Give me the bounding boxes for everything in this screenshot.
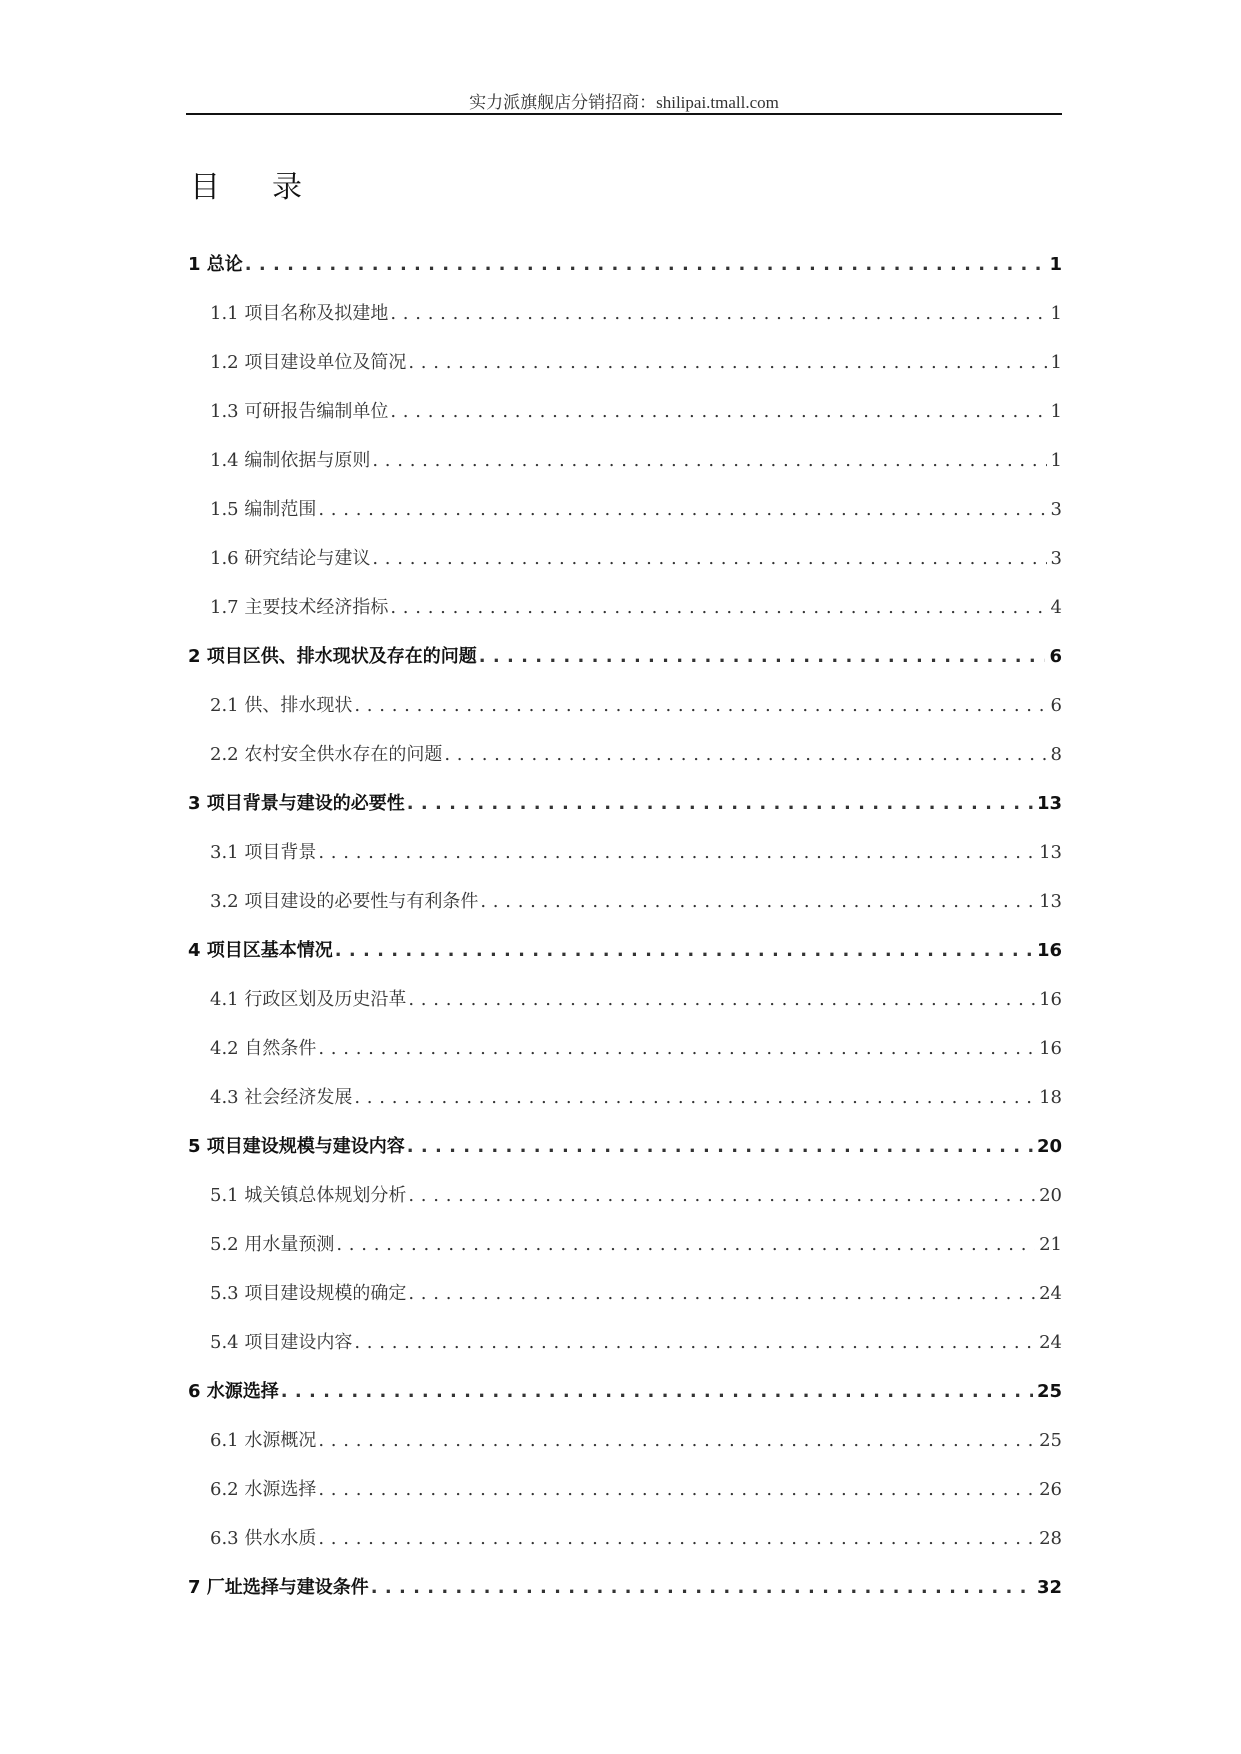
toc-entry-page-number: 3	[1050, 499, 1062, 520]
toc-entry-page-number: 16	[1039, 1038, 1062, 1059]
toc-dot-leader	[354, 695, 1046, 716]
toc-dot-leader	[354, 1087, 1035, 1108]
toc-entry-page-number: 13	[1039, 842, 1062, 863]
toc-section-entry[interactable]	[188, 838, 1062, 887]
toc-dot-leader	[390, 401, 1046, 422]
toc-dot-leader	[281, 1381, 1033, 1402]
toc-section-entry[interactable]	[188, 985, 1062, 1034]
toc-section-entry[interactable]	[188, 397, 1062, 446]
toc-section-entry[interactable]	[188, 348, 1062, 397]
toc-dot-leader	[408, 1283, 1035, 1304]
toc-dot-leader	[336, 1234, 1035, 1255]
toc-dot-leader	[407, 793, 1033, 814]
toc-entry-page-number: 21	[1039, 1234, 1062, 1255]
header-rule	[186, 113, 1062, 115]
toc-entry-label: 1.4 编制依据与原则	[210, 450, 371, 471]
toc-dot-leader	[371, 1577, 1033, 1598]
toc-section-entry[interactable]	[188, 1475, 1062, 1524]
toc-entry-page-number: 13	[1039, 891, 1062, 912]
toc-entry-label: 5.1 城关镇总体规划分析	[210, 1185, 407, 1206]
toc-entry-page-number: 28	[1039, 1528, 1062, 1549]
toc-entry-label: 1.6 研究结论与建议	[210, 548, 371, 569]
toc-dot-leader	[372, 548, 1046, 569]
toc-dot-leader	[318, 1479, 1035, 1500]
toc-chapter-entry[interactable]	[188, 789, 1062, 838]
toc-entry-page-number: 20	[1039, 1185, 1062, 1206]
toc-section-entry[interactable]	[188, 1426, 1062, 1475]
toc-dot-leader	[318, 1038, 1035, 1059]
toc-dot-leader	[318, 1528, 1035, 1549]
toc-entry-label: 1.5 编制范围	[210, 499, 317, 520]
toc-chapter-entry[interactable]	[188, 250, 1062, 299]
toc-entry-label: 1.1 项目名称及拟建地	[210, 303, 389, 324]
toc-entry-label: 2 项目区供、排水现状及存在的问题	[188, 646, 477, 667]
toc-entry-label: 6.3 供水水质	[210, 1528, 317, 1549]
toc-entry-page-number: 32	[1036, 1577, 1062, 1598]
toc-entry-page-number: 4	[1050, 597, 1062, 618]
toc-entry-label: 1 总论	[188, 254, 243, 275]
toc-entry-page-number: 24	[1039, 1283, 1062, 1304]
toc-section-entry[interactable]	[188, 1181, 1062, 1230]
toc-dot-leader	[354, 1332, 1035, 1353]
toc-entry-page-number: 25	[1039, 1430, 1062, 1451]
toc-section-entry[interactable]	[188, 1034, 1062, 1083]
toc-dot-leader	[407, 1136, 1033, 1157]
toc-dot-leader	[408, 1185, 1035, 1206]
toc-dot-leader	[390, 303, 1046, 324]
toc-entry-page-number: 25	[1036, 1381, 1062, 1402]
toc-section-entry[interactable]	[188, 1524, 1062, 1573]
toc-entry-page-number: 13	[1036, 793, 1062, 814]
toc-entry-label: 7 厂址选择与建设条件	[188, 1577, 369, 1598]
toc-entry-page-number: 8	[1050, 744, 1062, 765]
toc-chapter-entry[interactable]	[188, 642, 1062, 691]
toc-title: 目录	[190, 170, 354, 205]
toc-entry-page-number: 1	[1049, 254, 1062, 275]
toc-dot-leader	[318, 1430, 1035, 1451]
table-of-contents	[188, 250, 1062, 1622]
toc-entry-label: 4.3 社会经济发展	[210, 1087, 353, 1108]
toc-dot-leader	[245, 254, 1046, 275]
toc-section-entry[interactable]	[188, 299, 1062, 348]
toc-section-entry[interactable]	[188, 1083, 1062, 1132]
toc-dot-leader	[480, 891, 1035, 912]
toc-entry-label: 2.1 供、排水现状	[210, 695, 353, 716]
toc-entry-label: 1.2 项目建设单位及简况	[210, 352, 407, 373]
toc-dot-leader	[390, 597, 1046, 618]
toc-entry-label: 6.1 水源概况	[210, 1430, 317, 1451]
toc-entry-page-number: 1	[1050, 401, 1062, 422]
toc-dot-leader	[372, 450, 1046, 471]
toc-entry-page-number: 26	[1039, 1479, 1062, 1500]
toc-dot-leader	[335, 940, 1033, 961]
toc-chapter-entry[interactable]	[188, 1377, 1062, 1426]
toc-entry-page-number: 24	[1039, 1332, 1062, 1353]
toc-section-entry[interactable]	[188, 446, 1062, 495]
toc-entry-page-number: 6	[1049, 646, 1062, 667]
toc-dot-leader	[408, 989, 1035, 1010]
toc-entry-page-number: 1	[1050, 303, 1062, 324]
toc-entry-label: 4.1 行政区划及历史沿革	[210, 989, 407, 1010]
toc-entry-page-number: 18	[1039, 1087, 1062, 1108]
toc-entry-label: 2.2 农村安全供水存在的问题	[210, 744, 443, 765]
toc-dot-leader	[479, 646, 1046, 667]
toc-section-entry[interactable]	[188, 691, 1062, 740]
toc-section-entry[interactable]	[188, 1230, 1062, 1279]
toc-chapter-entry[interactable]	[188, 936, 1062, 985]
toc-entry-label: 5.3 项目建设规模的确定	[210, 1283, 407, 1304]
toc-entry-label: 1.7 主要技术经济指标	[210, 597, 389, 618]
toc-entry-label: 1.3 可研报告编制单位	[210, 401, 389, 422]
toc-entry-page-number: 1	[1050, 352, 1062, 373]
toc-entry-label: 5.4 项目建设内容	[210, 1332, 353, 1353]
page-header: 实力派旗舰店分销招商：shilipai.tmall.com	[469, 93, 779, 112]
toc-dot-leader	[444, 744, 1046, 765]
toc-section-entry[interactable]	[188, 1328, 1062, 1377]
toc-entry-label: 3 项目背景与建设的必要性	[188, 793, 405, 814]
toc-entry-label: 4.2 自然条件	[210, 1038, 317, 1059]
toc-entry-page-number: 1	[1050, 450, 1062, 471]
toc-dot-leader	[318, 842, 1035, 863]
toc-entry-page-number: 20	[1036, 1136, 1062, 1157]
toc-dot-leader	[408, 352, 1046, 373]
toc-entry-label: 4 项目区基本情况	[188, 940, 333, 961]
toc-entry-page-number: 16	[1039, 989, 1062, 1010]
toc-entry-page-number: 16	[1036, 940, 1062, 961]
toc-entry-label: 6 水源选择	[188, 1381, 279, 1402]
toc-dot-leader	[318, 499, 1046, 520]
toc-chapter-entry[interactable]	[188, 1132, 1062, 1181]
toc-entry-label: 6.2 水源选择	[210, 1479, 317, 1500]
toc-section-entry[interactable]	[188, 544, 1062, 593]
toc-section-entry[interactable]	[188, 495, 1062, 544]
toc-section-entry[interactable]	[188, 593, 1062, 642]
toc-entry-page-number: 6	[1050, 695, 1062, 716]
toc-section-entry[interactable]	[188, 1279, 1062, 1328]
toc-entry-label: 5.2 用水量预测	[210, 1234, 335, 1255]
toc-entry-label: 3.2 项目建设的必要性与有利条件	[210, 891, 479, 912]
toc-section-entry[interactable]	[188, 887, 1062, 936]
toc-chapter-entry[interactable]	[188, 1573, 1062, 1622]
toc-entry-page-number: 3	[1050, 548, 1062, 569]
toc-entry-label: 5 项目建设规模与建设内容	[188, 1136, 405, 1157]
toc-entry-label: 3.1 项目背景	[210, 842, 317, 863]
toc-section-entry[interactable]	[188, 740, 1062, 789]
